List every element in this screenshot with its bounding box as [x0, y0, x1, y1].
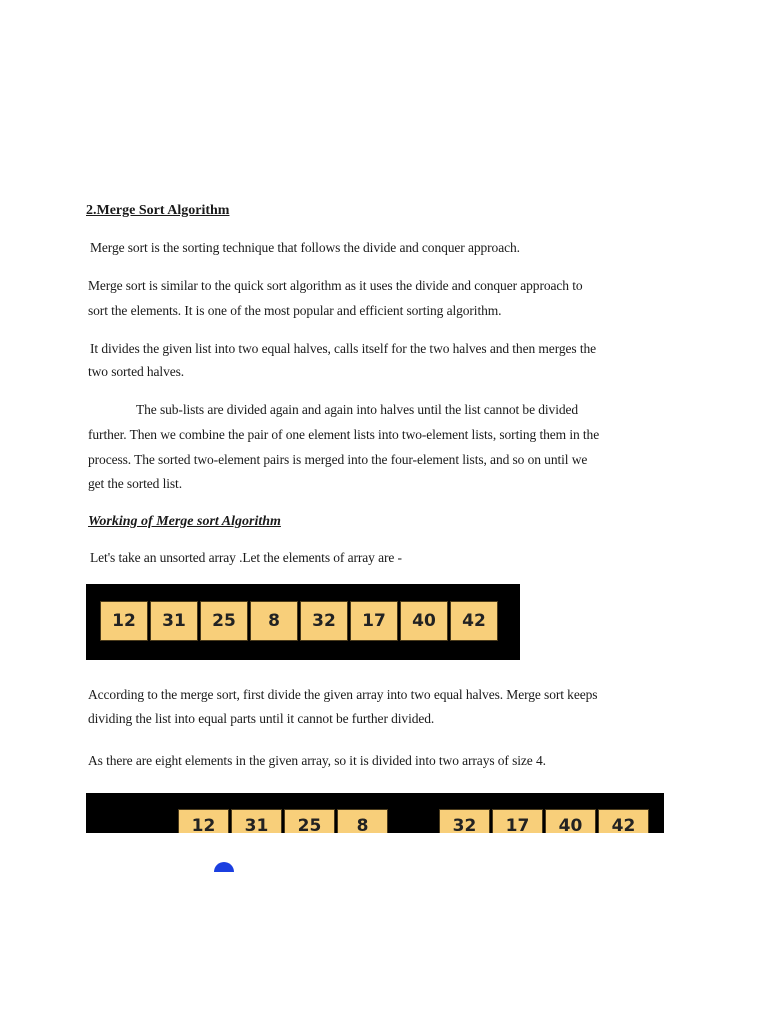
paragraph-2-line-1: Merge sort is similar to the quick sort algorithm as it uses the divide and conquer approach to: [88, 278, 583, 293]
working-title: Working of Merge sort Algorithm: [88, 514, 281, 529]
unsorted-array: [100, 601, 500, 641]
paragraph-4-line-2: further. Then we combine the pair of one element lists into two-element lists, sorting them in the: [88, 427, 600, 442]
paragraph-3-line-2: two sorted halves.: [88, 364, 185, 379]
array-cell: 32: [439, 809, 490, 833]
right-half-array: [439, 809, 651, 833]
array-cell: 12: [178, 809, 229, 833]
paragraph-4-line-1: The sub-lists are divided again and again into halves until the list cannot be divided: [136, 402, 579, 417]
working-intro: Let's take an unsorted array .Let the elements of array are -: [90, 550, 402, 565]
paragraph-4-line-4: get the sorted list.: [88, 476, 182, 491]
array-cell: 42: [598, 809, 649, 833]
array-cell: 31: [231, 809, 282, 833]
left-half-array: [178, 809, 390, 833]
array-cell: 40: [545, 809, 596, 833]
array-cell: 25: [284, 809, 335, 833]
array-cell: 17: [492, 809, 543, 833]
split-array-figure: [86, 793, 664, 833]
array-cell: 25: [200, 601, 248, 641]
array-cell: 8: [250, 601, 298, 641]
paragraph-3-line-1: It divides the given list into two equal halves, calls itself for the two halves and then merges the: [90, 341, 597, 356]
section-title: 2.Merge Sort Algorithm: [86, 203, 230, 218]
scroll-indicator-dot[interactable]: [214, 862, 234, 872]
split-paragraph: As there are eight elements in the given array, so it is divided into two arrays of size 4.: [88, 753, 546, 768]
array-cell: 12: [100, 601, 148, 641]
paragraph-1: Merge sort is the sorting technique that follows the divide and conquer approach.: [90, 240, 520, 255]
paragraph-2-line-2: sort the elements. It is one of the most popular and efficient sorting algorithm.: [88, 303, 502, 318]
divide-paragraph-line-2: dividing the list into equal parts until it cannot be further divided.: [88, 711, 435, 726]
array-cell: 31: [150, 601, 198, 641]
divide-paragraph-line-1: According to the merge sort, first divide the given array into two equal halves. Merge sort keeps: [88, 687, 598, 702]
array-cell: 17: [350, 601, 398, 641]
array-cell: 40: [400, 601, 448, 641]
array-cell: 8: [337, 809, 388, 833]
paragraph-4-line-3: process. The sorted two-element pairs is merged into the four-element lists, and so on until we: [88, 452, 588, 467]
unsorted-array-figure: [86, 584, 520, 660]
array-cell: 42: [450, 601, 498, 641]
array-cell: 32: [300, 601, 348, 641]
